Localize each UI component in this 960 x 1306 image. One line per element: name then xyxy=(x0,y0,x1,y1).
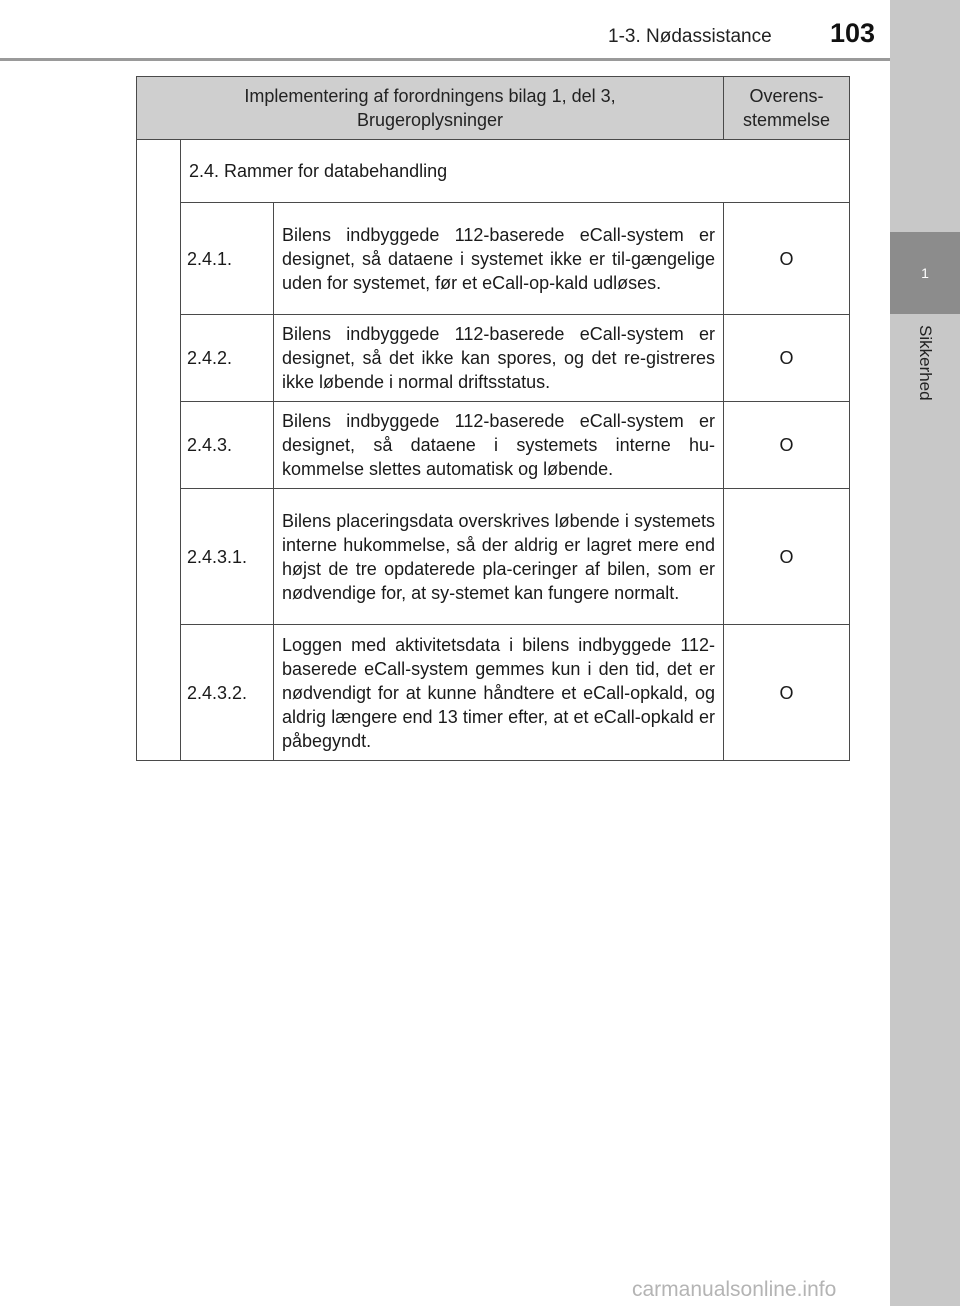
row-text: Bilens indbyggede 112-baserede eCall-system er designet, så det ikke kan spores, og det re-gistreres ikke løbende i normal driftsstatus. xyxy=(274,315,724,402)
chapter-tab[interactable] xyxy=(890,232,960,314)
row-conformity: O xyxy=(724,489,850,625)
row-text: Bilens indbyggede 112-baserede eCall-system er designet, så dataene i systemets interne hu-kommelse slettes automatisk og løbende. xyxy=(274,402,724,489)
side-strip xyxy=(890,0,960,1306)
row-conformity: O xyxy=(724,402,850,489)
row-number: 2.4.3. xyxy=(181,402,274,489)
section-heading: 2.4. Rammer for databehandling xyxy=(181,140,850,203)
header-divider xyxy=(0,58,890,61)
row-text: Bilens indbyggede 112-baserede eCall-system er designet, så dataene i systemet ikke er til-gængelige uden for systemet, før et eCall-op-kald udløses. xyxy=(274,203,724,315)
table-header-row xyxy=(137,77,850,140)
section-title: 1-3. Nødassistance xyxy=(608,26,772,47)
table-row xyxy=(137,315,850,402)
header-conformity: Overens- stemmelse xyxy=(724,77,850,140)
spec-table xyxy=(136,76,850,761)
table-row xyxy=(137,402,850,489)
table-row xyxy=(137,203,850,315)
indent-gutter xyxy=(137,140,181,761)
page-number: 103 xyxy=(830,18,876,48)
row-number: 2.4.1. xyxy=(181,203,274,315)
table-row xyxy=(137,625,850,761)
watermark: carmanualsonline.info xyxy=(632,1278,837,1301)
row-conformity: O xyxy=(724,625,850,761)
section-row xyxy=(137,140,850,203)
row-conformity: O xyxy=(724,315,850,402)
row-number: 2.4.3.1. xyxy=(181,489,274,625)
row-number: 2.4.3.2. xyxy=(181,625,274,761)
header-main: Implementering af forordningens bilag 1, del 3, Brugeroplysninger xyxy=(137,77,724,140)
chapter-label: Sikkerhed xyxy=(916,325,935,401)
row-text: Bilens placeringsdata overskrives løbende i systemets interne hukommelse, så der aldrig er lagret mere end højst de tre opdaterede pla-ceringer af bilen, som er nødvendige for, at sy-stemet kan fungere normalt. xyxy=(274,489,724,625)
table-row xyxy=(137,489,850,625)
row-number: 2.4.2. xyxy=(181,315,274,402)
row-text: Loggen med aktivitetsdata i bilens indbyggede 112-baserede eCall-system gemmes kun i den tid, det er nødvendigt for at kunne håndtere et eCall-opkald, og aldrig længere end 13 timer efter, at et eCall-opkald er påbegyndt. xyxy=(274,625,724,761)
chapter-number: 1 xyxy=(921,265,929,281)
row-conformity: O xyxy=(724,203,850,315)
